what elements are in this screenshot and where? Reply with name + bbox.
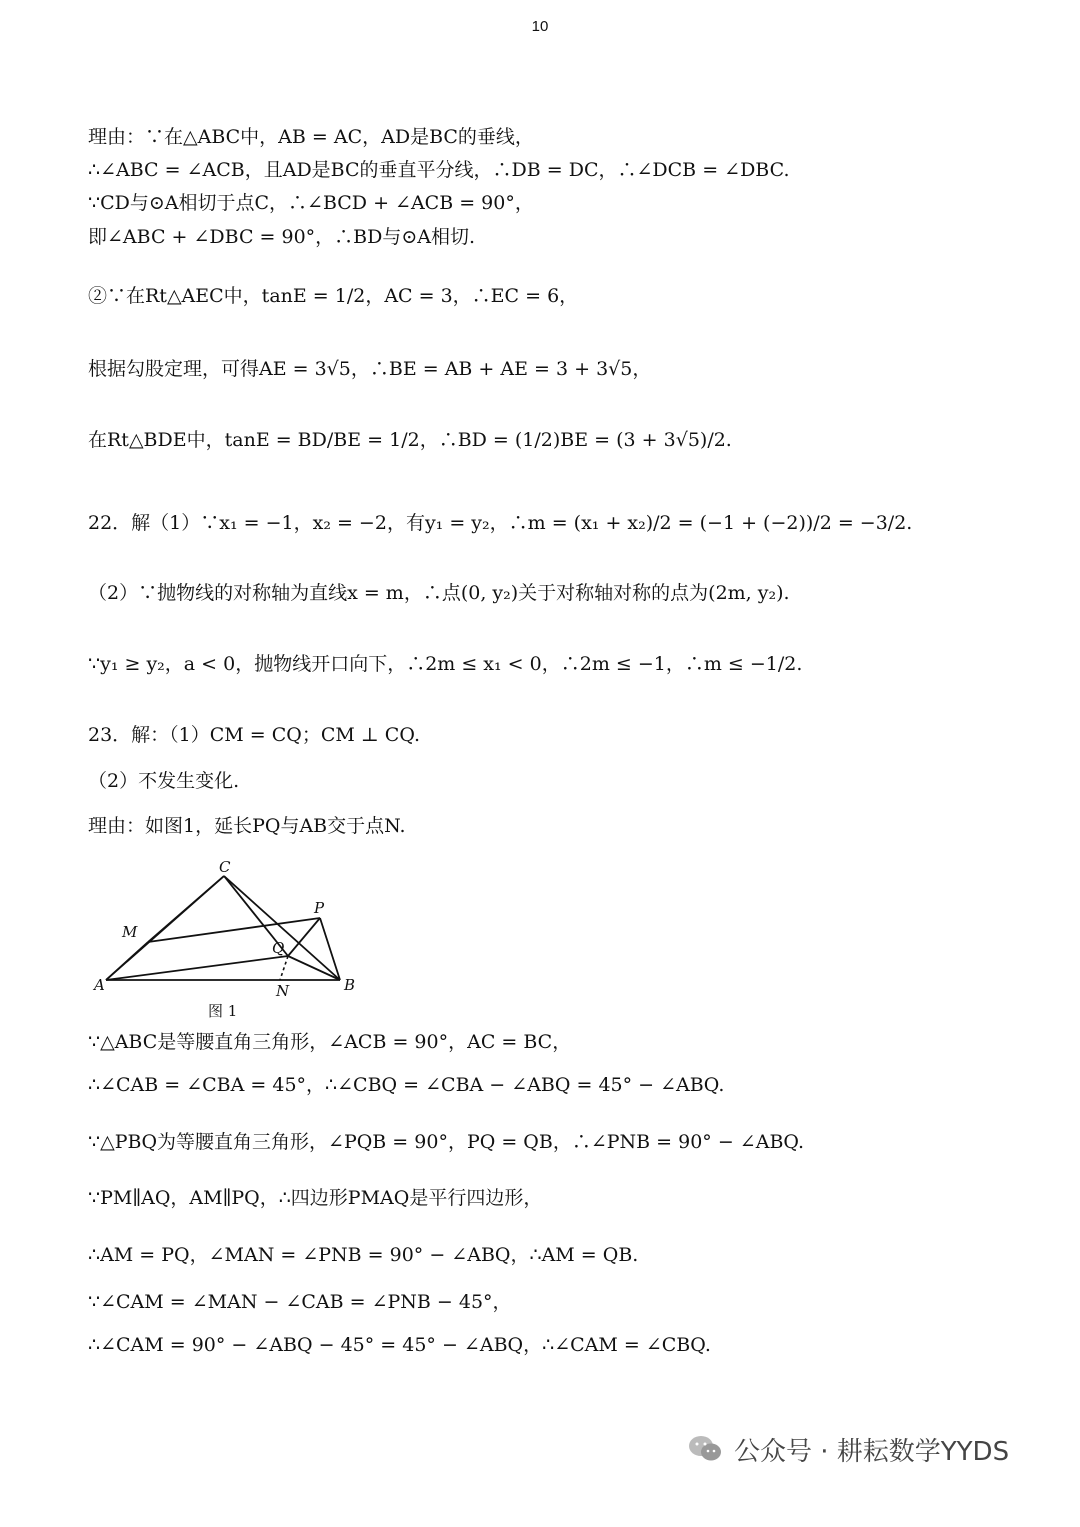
- text-line: ∴∠ABC = ∠ACB，且AD是BC的垂直平分线，∴DB = DC，∴∠DCB = ∠DBC.: [88, 159, 790, 181]
- text-line: ∵y₁ ≥ y₂，a < 0，抛物线开口向下，∴2m ≤ x₁ < 0，∴2m ≤ −1，∴m ≤ −1/2.: [88, 653, 803, 675]
- figure-caption: 图 1: [208, 1002, 238, 1020]
- text-line: ②∵在Rt△AEC中，tanE = 1/2，AC = 3，∴EC = 6，: [88, 285, 579, 307]
- text-line: ∴AM = PQ，∠MAN = ∠PNB = 90° − ∠ABQ，∴AM = QB.: [88, 1244, 639, 1266]
- text-line: （2）不发生变化.: [88, 770, 240, 792]
- segment-qb: [288, 956, 340, 980]
- text-line: ∵CD与⊙A相切于点C，∴∠BCD + ∠ACB = 90°，: [88, 192, 534, 214]
- text-line: ∴∠CAB = ∠CBA = 45°，∴∠CBQ = ∠CBA − ∠ABQ = 45° − ∠ABQ.: [88, 1074, 725, 1096]
- label-c: C: [219, 858, 231, 876]
- text-line: 在Rt△BDE中，tanE = BD/BE = 1/2，∴BD = (1/2)BE = (3 + 3√5)/2.: [88, 429, 732, 451]
- label-b: B: [344, 976, 356, 994]
- text-line: （2）∵抛物线的对称轴为直线x = m，∴点(0, y₂)关于对称轴对称的点为(2m, y₂).: [88, 582, 790, 604]
- segment-qn-dashed: [280, 956, 288, 980]
- watermark: [686, 1428, 1009, 1470]
- text-line: 22．解（1）∵x₁ = −1，x₂ = −2，有y₁ = y₂，∴m = (x₁ + x₂)/2 = (−1 + (−2))/2 = −3/2.: [88, 512, 913, 534]
- page-number: 10: [531, 18, 549, 35]
- text-line: ∵△PBQ为等腰直角三角形，∠PQB = 90°，PQ = QB，∴∠PNB = 90° − ∠ABQ.: [88, 1131, 805, 1153]
- label-a: A: [94, 976, 105, 994]
- segment-ma: [106, 942, 148, 980]
- text-line: ∴∠CAM = 90° − ∠ABQ − 45° = 45° − ∠ABQ，∴∠CAM = ∠CBQ.: [88, 1334, 711, 1356]
- figure-1: [92, 858, 372, 1008]
- text-line: 即∠ABC + ∠DBC = 90°，∴BD与⊙A相切.: [88, 226, 476, 248]
- text-line: ∵∠CAM = ∠MAN − ∠CAB = ∠PNB − 45°，: [88, 1291, 512, 1313]
- label-m: M: [122, 923, 138, 941]
- text-line: 理由：∵在△ABC中，AB = AC，AD是BC的垂线，: [88, 126, 534, 148]
- label-p: P: [314, 899, 325, 917]
- watermark-text: 公众号 · 耕耘数学YYDS: [734, 1436, 1010, 1467]
- text-line: 根据勾股定理，可得AE = 3√5，∴BE = AB + AE = 3 + 3√5，: [88, 358, 652, 380]
- text-line: ∵PM∥AQ，AM∥PQ，∴四边形PMAQ是平行四边形，: [88, 1187, 543, 1209]
- wechat-icon: [686, 1434, 724, 1464]
- text-line: 23．解：（1）CM = CQ；CM ⊥ CQ.: [88, 724, 421, 746]
- label-q: Q: [272, 939, 285, 957]
- text-line: 理由：如图1，延长PQ与AB交于点N.: [88, 815, 406, 837]
- segment-aq: [106, 956, 288, 980]
- label-n: N: [276, 982, 290, 1000]
- text-line: ∵△ABC是等腰直角三角形，∠ACB = 90°，AC = BC，: [88, 1031, 572, 1053]
